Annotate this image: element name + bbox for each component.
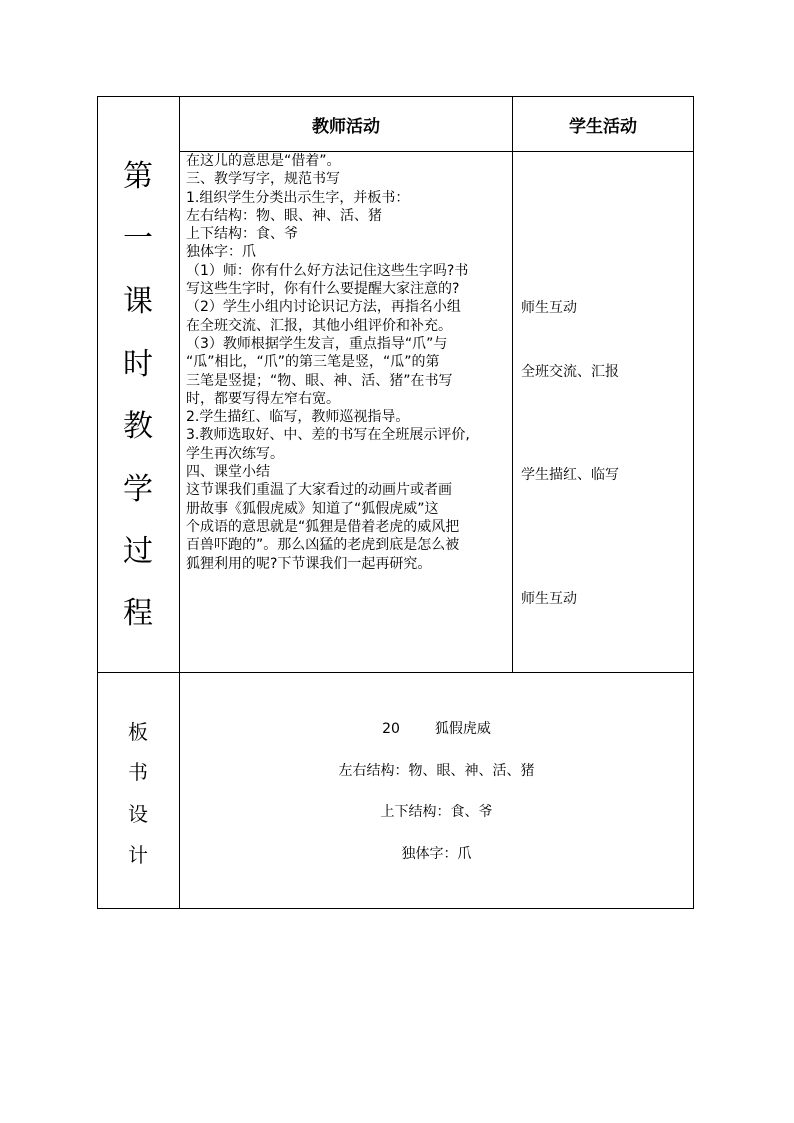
teacher-line: 在这儿的意思是“借着”。 (186, 153, 341, 169)
student-note: 师生互动 (521, 591, 577, 607)
teacher-line: 独体字：爪 (186, 244, 256, 261)
table-border-bottom (97, 908, 694, 909)
teacher-activity-header: 教师活动 (312, 116, 380, 137)
process-label-char: 时 (123, 347, 153, 382)
board-title-number: 20 (382, 721, 400, 737)
teacher-line: 三笔是竖提；“物、眼、神、活、猪”在书写 (186, 372, 453, 389)
student-note: 全班交流、汇报 (521, 364, 619, 380)
lesson-table (97, 96, 694, 909)
teacher-line: 写这些生字时，你有什么要提醒大家注意的? (186, 281, 460, 298)
teacher-activity-content (186, 152, 509, 573)
board-label-char: 书 (128, 760, 148, 784)
board-title-row (179, 720, 694, 738)
teacher-line: 个成语的意思就是“狐狸是借着老虎的威风把 (186, 518, 460, 535)
process-label-char: 教 (123, 409, 153, 444)
teacher-student-divider (512, 96, 513, 673)
board-line-top-bottom: 上下结构：食、爷 (380, 804, 493, 820)
board-line-single: 独体字：爪 (401, 846, 472, 862)
table-border-right (693, 96, 694, 909)
board-label-char: 设 (128, 802, 148, 826)
teacher-line: 1.组织学生分类出示生字，并板书： (186, 189, 410, 206)
student-activity-header: 学生活动 (569, 116, 637, 137)
student-note: 学生描红、临写 (521, 467, 619, 483)
teacher-line: “瓜”相比，“爪”的第三笔是竖，“瓜”的第 (186, 354, 440, 371)
label-column-divider (179, 96, 180, 909)
teacher-line: 册故事《狐假虎威》知道了“狐假虎威”这 (186, 500, 439, 517)
teacher-line: 三、教学写字，规范书写 (186, 171, 340, 188)
board-line-left-right: 左右结构：物、眼、神、活、猪 (338, 763, 535, 779)
board-label-char: 计 (128, 843, 148, 867)
teacher-line: 2.学生描红、临写，教师巡视指导。 (186, 409, 410, 426)
board-row-divider (97, 672, 694, 673)
teacher-line: 在全班交流、汇报，其他小组评价和补充。 (186, 317, 452, 334)
process-label-char: 一 (123, 221, 153, 256)
process-label-char: 过 (123, 534, 153, 569)
teacher-line: 学生再次练写。 (186, 445, 284, 462)
process-label-char: 第 (123, 159, 153, 194)
teacher-line: （1）师：你有什么好方法记住这些生字吗?书 (186, 262, 469, 279)
teacher-line: 上下结构：食、爷 (186, 226, 298, 243)
board-title: 狐假虎威 (434, 721, 491, 737)
process-label-char: 课 (123, 284, 153, 319)
teacher-line: 这节课我们重温了大家看过的动画片或者画 (186, 482, 452, 499)
board-label-char: 板 (128, 720, 148, 744)
teacher-line: 四、课堂小结 (186, 464, 270, 481)
teacher-line: （2）学生小组内讨论识记方法，再指名小组 (186, 299, 461, 316)
teacher-line: （3）教师根据学生发言，重点指导“爪”与 (186, 335, 448, 352)
teacher-line: 狐狸利用的呢?下节课我们一起再研究。 (186, 555, 432, 572)
student-note: 师生互动 (521, 300, 577, 316)
process-label-char: 程 (123, 596, 153, 631)
process-label-char: 学 (123, 472, 153, 507)
teacher-line: 左右结构：物、眼、神、活、猪 (186, 207, 382, 224)
teacher-line: 百兽吓跑的”。那么凶猛的老虎到底是怎么被 (186, 537, 460, 554)
teacher-line: 时，都要写得左窄右宽。 (186, 390, 340, 407)
teacher-line: 3.教师选取好、中、差的书写在全班展示评价, (186, 427, 470, 444)
